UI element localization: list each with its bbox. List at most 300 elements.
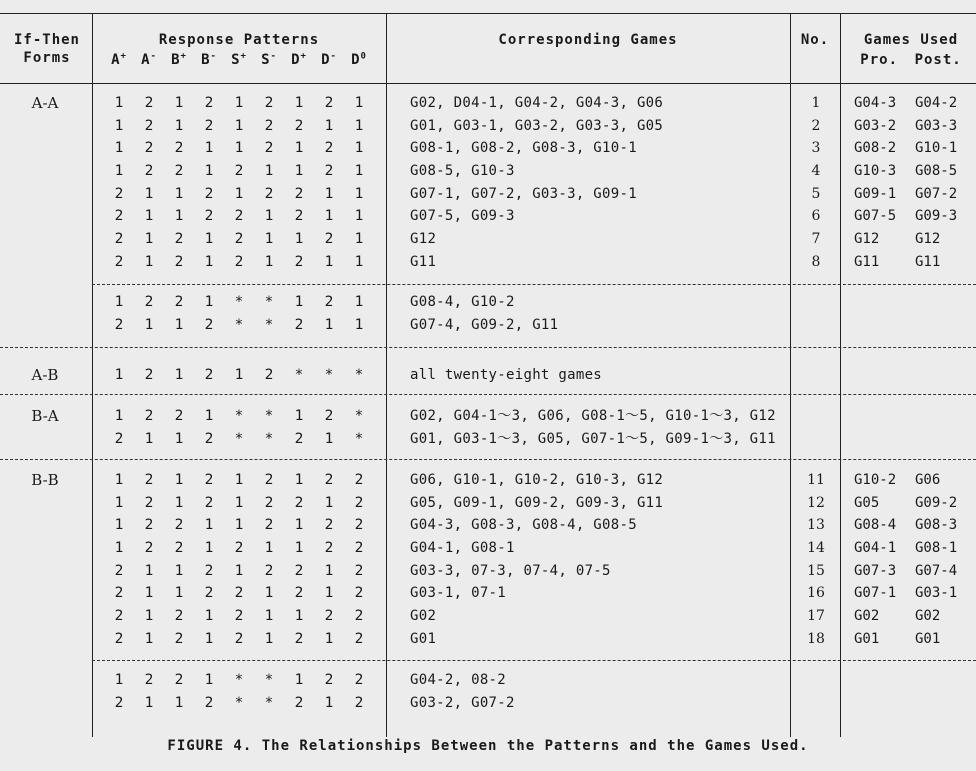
pattern-row — [104, 314, 374, 337]
pattern-value: 2 — [324, 408, 334, 424]
pattern-value: 1 — [264, 540, 274, 557]
games-group — [410, 291, 790, 336]
number-cell: 5 — [811, 185, 821, 202]
games-row: G03-3, 07-3, 07-4, 07-5 — [410, 562, 611, 579]
pattern-value: 2 — [324, 472, 334, 488]
games-used-row — [854, 669, 974, 692]
pattern-value: 1 — [204, 408, 214, 424]
pattern-value: 1 — [294, 231, 304, 248]
pattern-row — [104, 692, 374, 715]
pattern-value: 1 — [174, 694, 184, 711]
pattern-value: 2 — [354, 517, 364, 534]
games-used-post: G09-2 — [915, 494, 958, 511]
games-row: G04-2, 08-2 — [410, 672, 507, 688]
games-used-group — [854, 669, 974, 714]
pattern-value: 2 — [234, 585, 244, 602]
games-used-group — [854, 364, 974, 387]
pattern-label-sign: 0 — [360, 51, 367, 62]
pattern-row — [104, 469, 374, 492]
pattern-value: 1 — [204, 672, 214, 688]
games-used-pro: G07-5 — [854, 208, 897, 225]
games-used-row — [854, 692, 974, 715]
pattern-value: 1 — [234, 185, 244, 202]
pattern-value: 2 — [174, 672, 184, 688]
pattern-value: 1 — [324, 253, 334, 270]
pattern-value: 2 — [324, 163, 334, 180]
pattern-label-sign: + — [240, 51, 247, 62]
pattern-value: 1 — [294, 140, 304, 157]
pattern-value: 2 — [114, 585, 124, 602]
pattern-value: 2 — [354, 472, 364, 488]
section-divider — [0, 347, 976, 348]
pattern-label — [254, 51, 284, 69]
number-group — [796, 405, 836, 450]
games-row: G06, G10-1, G10-2, G10-3, G12 — [410, 472, 664, 488]
games-row: G03-2, G07-2 — [410, 694, 515, 711]
pattern-value: 1 — [144, 630, 154, 647]
number-cell: 15 — [807, 562, 825, 579]
pattern-value: 2 — [324, 540, 334, 557]
pattern-value: 1 — [234, 140, 244, 157]
pattern-value: 1 — [144, 316, 154, 333]
pattern-value: 1 — [264, 630, 274, 647]
pattern-label-base: B — [171, 52, 181, 68]
pattern-value: * — [234, 430, 244, 447]
col-rule-games — [790, 13, 791, 737]
pattern-value: 2 — [264, 472, 274, 488]
games-used-row — [854, 92, 974, 115]
games-row: G02, D04-1, G04-2, G04-3, G06 — [410, 95, 664, 111]
number-group — [796, 469, 836, 651]
pattern-value: 1 — [114, 494, 124, 511]
number-cell — [796, 405, 836, 428]
pattern-value: 2 — [264, 562, 274, 579]
games-used-post: G06 — [915, 472, 941, 488]
pattern-value: 1 — [354, 140, 364, 157]
pattern-label-sign: - — [210, 51, 217, 62]
games-used-post: G07-2 — [915, 185, 958, 202]
section-divider — [0, 394, 976, 395]
pattern-value: 1 — [204, 540, 214, 557]
pattern-value: 1 — [264, 585, 274, 602]
pattern-value: 2 — [114, 208, 124, 225]
games-used-post: G03-3 — [915, 117, 958, 134]
pattern-value: 1 — [354, 253, 364, 270]
games-used-post: G10-1 — [915, 140, 958, 157]
pattern-value: 1 — [294, 540, 304, 557]
games-used-pro: G08-4 — [854, 517, 897, 534]
games-used-pro: G07-1 — [854, 585, 897, 602]
pattern-row — [104, 514, 374, 537]
pattern-value: 1 — [174, 367, 184, 383]
pattern-value: 2 — [174, 517, 184, 534]
pattern-row — [104, 291, 374, 314]
pattern-value: * — [234, 408, 244, 424]
games-used-group — [854, 469, 974, 651]
pattern-value: 2 — [174, 608, 184, 625]
pattern-value: * — [264, 430, 274, 447]
games-used-pro — [854, 364, 915, 387]
pattern-value: 2 — [264, 140, 274, 157]
pattern-value: 2 — [324, 672, 334, 688]
pattern-label-base: S — [261, 52, 271, 68]
pattern-value: 2 — [294, 694, 304, 711]
games-used-pro — [854, 405, 915, 428]
pattern-value: 2 — [114, 608, 124, 625]
pattern-value: 2 — [264, 95, 274, 111]
pattern-value: 1 — [354, 117, 364, 134]
games-used-post: G08-3 — [915, 517, 958, 534]
number-group — [796, 291, 836, 336]
games-used-pro: G08-2 — [854, 140, 897, 157]
pattern-label — [284, 51, 314, 69]
pattern-value: 2 — [234, 163, 244, 180]
games-used-pro — [854, 314, 915, 337]
pattern-value: 1 — [204, 163, 214, 180]
pattern-value: 2 — [144, 163, 154, 180]
header-patterns-title: Response Patterns — [158, 32, 320, 48]
pattern-label-base: D — [291, 52, 301, 68]
pattern-value: 2 — [174, 630, 184, 647]
pattern-label — [134, 51, 164, 69]
pattern-value: 1 — [294, 472, 304, 488]
pattern-value: 1 — [144, 562, 154, 579]
number-cell: 6 — [811, 208, 821, 225]
pattern-value: 1 — [324, 185, 334, 202]
pattern-value: 2 — [144, 117, 154, 134]
pattern-value: 2 — [354, 540, 364, 557]
pattern-value: 2 — [324, 608, 334, 625]
pattern-value: 2 — [264, 517, 274, 534]
pattern-value: 2 — [294, 562, 304, 579]
games-row: G03-1, 07-1 — [410, 585, 507, 602]
pattern-row — [104, 628, 374, 651]
pattern-value: 2 — [204, 694, 214, 711]
pattern-value: * — [264, 294, 274, 310]
pattern-value: 1 — [174, 316, 184, 333]
number-cell: 14 — [807, 540, 825, 557]
pattern-value: 2 — [144, 367, 154, 383]
number-cell: 18 — [807, 630, 825, 647]
games-used-row — [854, 628, 974, 651]
pattern-label-sign: - — [330, 51, 337, 62]
pattern-label-base: A — [141, 52, 151, 68]
pattern-value: 1 — [204, 630, 214, 647]
pattern-value: * — [354, 367, 364, 383]
games-group — [410, 669, 790, 714]
pattern-value: 2 — [144, 517, 154, 534]
games-used-post: G11 — [915, 253, 941, 270]
pattern-value: 2 — [294, 117, 304, 134]
col-rule-patterns — [386, 13, 387, 737]
games-row: all twenty-eight games — [410, 367, 603, 383]
pattern-value: 1 — [354, 163, 364, 180]
pattern-value: 1 — [264, 231, 274, 248]
pattern-value: 1 — [114, 367, 124, 383]
top-rule — [0, 13, 976, 14]
pattern-value: 2 — [114, 185, 124, 202]
pattern-value: 2 — [354, 694, 364, 711]
pattern-row — [104, 205, 374, 228]
pattern-value: 1 — [324, 208, 334, 225]
pattern-value: 2 — [174, 231, 184, 248]
pattern-value: 1 — [144, 253, 154, 270]
pattern-row — [104, 560, 374, 583]
header-rule — [0, 83, 976, 84]
pattern-value: 2 — [324, 95, 334, 111]
pattern-row — [104, 160, 374, 183]
pattern-value: 1 — [234, 95, 244, 111]
header-used-sub — [852, 51, 970, 69]
pattern-value: 2 — [294, 185, 304, 202]
pattern-value: 1 — [174, 585, 184, 602]
pattern-value: 2 — [354, 562, 364, 579]
section-divider — [0, 459, 976, 460]
pattern-value: 2 — [234, 208, 244, 225]
number-cell: 11 — [807, 472, 825, 488]
group-divider — [92, 660, 976, 661]
pattern-row — [104, 582, 374, 605]
pattern-value: 1 — [174, 185, 184, 202]
pattern-label-sign: + — [180, 51, 187, 62]
pattern-value: 1 — [234, 517, 244, 534]
games-used-row — [854, 160, 974, 183]
pattern-value: 2 — [114, 630, 124, 647]
pattern-value: 2 — [174, 540, 184, 557]
games-used-row — [854, 364, 974, 387]
games-used-pro: G01 — [854, 630, 880, 647]
games-used-post: G12 — [915, 231, 941, 248]
games-used-row — [854, 291, 974, 314]
games-used-pro — [854, 428, 915, 451]
pattern-value: * — [234, 694, 244, 711]
pattern-value: 1 — [294, 95, 304, 111]
pattern-value: 2 — [174, 163, 184, 180]
pattern-value: 1 — [264, 163, 274, 180]
header-games-title: Corresponding Games — [498, 32, 678, 48]
pattern-value: 1 — [144, 608, 154, 625]
pattern-row — [104, 251, 374, 274]
pattern-value: 2 — [294, 253, 304, 270]
games-used-group — [854, 291, 974, 336]
number-cell — [796, 428, 836, 451]
pattern-value: * — [264, 672, 274, 688]
number-cell — [796, 692, 836, 715]
pattern-value: 1 — [294, 294, 304, 310]
pattern-value: 2 — [204, 472, 214, 488]
pattern-row — [104, 492, 374, 515]
pattern-value: 1 — [354, 316, 364, 333]
pattern-label — [314, 51, 344, 69]
games-row: G08-1, G08-2, G08-3, G10-1 — [410, 140, 637, 157]
pattern-label-base: B — [201, 52, 211, 68]
pattern-value: 2 — [144, 408, 154, 424]
pattern-value: 2 — [204, 430, 214, 447]
pattern-value: 2 — [144, 140, 154, 157]
games-used-post: G02 — [915, 608, 941, 625]
pattern-value: 1 — [324, 494, 334, 511]
number-group — [796, 669, 836, 714]
pattern-value: 1 — [174, 95, 184, 111]
pattern-value: 2 — [354, 585, 364, 602]
pattern-value: 2 — [324, 294, 334, 310]
games-row: G11 — [410, 253, 437, 270]
pattern-value: 1 — [114, 294, 124, 310]
pattern-value: 2 — [144, 672, 154, 688]
pattern-value: 1 — [324, 430, 334, 447]
number-group — [796, 364, 836, 387]
pattern-row — [104, 428, 374, 451]
games-used-row — [854, 537, 974, 560]
header-used-pro: Pro. — [860, 52, 898, 68]
pattern-row — [104, 605, 374, 628]
pattern-value: 2 — [324, 517, 334, 534]
games-used-row — [854, 115, 974, 138]
pattern-group — [104, 92, 374, 274]
games-used-pro: G03-2 — [854, 117, 897, 134]
pattern-value: 2 — [294, 208, 304, 225]
pattern-value: * — [234, 672, 244, 688]
pattern-row — [104, 183, 374, 206]
games-used-row — [854, 428, 974, 451]
pattern-value: * — [234, 294, 244, 310]
pattern-value: 2 — [174, 253, 184, 270]
number-cell: 8 — [811, 253, 821, 270]
pattern-group — [104, 364, 374, 387]
games-used-pro: G12 — [854, 231, 880, 248]
games-row: G02, G04-1～3, G06, G08-1～5, G10-1～3, G12 — [410, 408, 776, 424]
pattern-value: 1 — [354, 185, 364, 202]
pattern-value: 1 — [234, 367, 244, 383]
pattern-value: 1 — [144, 208, 154, 225]
pattern-label-base: A — [111, 52, 121, 68]
pattern-value: 1 — [354, 231, 364, 248]
number-cell: 12 — [807, 494, 825, 511]
pattern-value: 2 — [324, 140, 334, 157]
pattern-value: 2 — [144, 472, 154, 488]
pattern-value: 1 — [234, 472, 244, 488]
number-cell — [796, 364, 836, 387]
games-row: G01, G03-1～3, G05, G07-1～5, G09-1～3, G11 — [410, 430, 776, 447]
pattern-value: 2 — [204, 95, 214, 111]
games-used-pro — [854, 692, 915, 715]
games-row: G08-5, G10-3 — [410, 163, 515, 180]
pattern-value: 1 — [294, 163, 304, 180]
pattern-value: * — [234, 316, 244, 333]
games-used-row — [854, 405, 974, 428]
pattern-value: * — [264, 316, 274, 333]
games-used-pro: G02 — [854, 608, 880, 625]
pattern-value: 1 — [264, 253, 274, 270]
pattern-label-base: D — [321, 52, 331, 68]
pattern-value: 1 — [204, 517, 214, 534]
pattern-row — [104, 405, 374, 428]
games-used-post: G08-1 — [915, 540, 958, 557]
games-used-post: G04-2 — [915, 95, 958, 111]
pattern-value: 2 — [174, 294, 184, 310]
games-used-post: G03-1 — [915, 585, 958, 602]
games-used-row — [854, 251, 974, 274]
pattern-row — [104, 364, 374, 387]
number-group — [796, 92, 836, 274]
pattern-value: 2 — [264, 117, 274, 134]
games-used-post: G01 — [915, 630, 941, 647]
pattern-value: 1 — [324, 585, 334, 602]
pattern-value: 1 — [294, 672, 304, 688]
pattern-label — [224, 51, 254, 69]
games-group — [410, 364, 790, 387]
section-form-label: B-B — [31, 471, 59, 489]
games-used-pro: G10-2 — [854, 472, 897, 488]
pattern-value: 2 — [144, 294, 154, 310]
pattern-value: 1 — [294, 408, 304, 424]
pattern-value: 2 — [204, 562, 214, 579]
games-used-pro: G05 — [854, 494, 880, 511]
pattern-label-sign: - — [270, 51, 277, 62]
games-used-row — [854, 605, 974, 628]
games-used-pro: G11 — [854, 253, 880, 270]
pattern-value: 1 — [144, 694, 154, 711]
games-group — [410, 92, 790, 274]
pattern-value: 1 — [234, 562, 244, 579]
pattern-value: 2 — [354, 608, 364, 625]
pattern-value: 2 — [354, 672, 364, 688]
pattern-value: 2 — [264, 185, 274, 202]
pattern-value: * — [264, 694, 274, 711]
pattern-value: 2 — [114, 430, 124, 447]
pattern-value: 2 — [354, 630, 364, 647]
games-used-group — [854, 405, 974, 450]
pattern-row — [104, 228, 374, 251]
games-used-post: G09-3 — [915, 208, 958, 225]
pattern-value: 2 — [234, 231, 244, 248]
pattern-value: 1 — [354, 294, 364, 310]
pattern-value: 1 — [114, 117, 124, 134]
pattern-value: 2 — [294, 316, 304, 333]
pattern-value: 1 — [114, 472, 124, 488]
pattern-value: 2 — [234, 608, 244, 625]
pattern-value: 2 — [174, 408, 184, 424]
games-used-pro — [854, 669, 915, 692]
games-used-post: G07-4 — [915, 562, 958, 579]
games-used-row — [854, 492, 974, 515]
header-forms — [10, 31, 84, 67]
pattern-value: 2 — [234, 253, 244, 270]
pattern-value: 1 — [114, 163, 124, 180]
pattern-value: 1 — [144, 430, 154, 447]
pattern-value: 1 — [174, 430, 184, 447]
header-forms-line1: If-Then — [13, 32, 80, 48]
games-used-row — [854, 469, 974, 492]
col-rule-forms — [92, 13, 93, 737]
pattern-value: 2 — [204, 316, 214, 333]
header-forms-line2: Forms — [23, 50, 71, 66]
games-used-row — [854, 582, 974, 605]
games-used-pro: G10-3 — [854, 163, 897, 180]
pattern-value: 2 — [114, 316, 124, 333]
pattern-group — [104, 405, 374, 450]
pattern-value: 2 — [144, 540, 154, 557]
group-divider — [92, 284, 976, 285]
pattern-value: 1 — [264, 608, 274, 625]
games-used-row — [854, 205, 974, 228]
header-no-title: No. — [800, 32, 830, 48]
pattern-value: 2 — [114, 694, 124, 711]
header-used-post: Post. — [914, 52, 962, 68]
pattern-value: 2 — [114, 562, 124, 579]
pattern-row — [104, 115, 374, 138]
pattern-value: 1 — [324, 694, 334, 711]
